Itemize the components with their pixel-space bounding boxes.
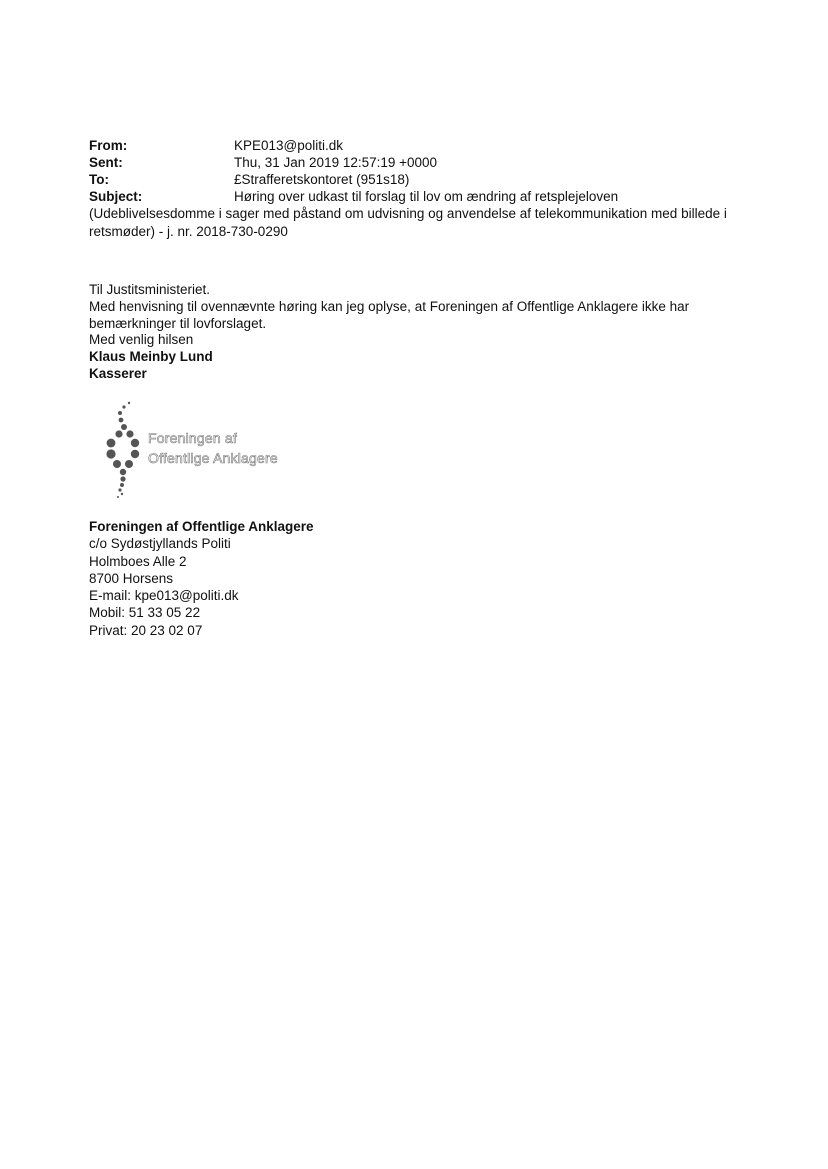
- greeting: Til Justitsministeriet.: [89, 282, 211, 297]
- email-header: [89, 137, 769, 241]
- logo-text-line-2: Offentlige Anklagere: [148, 450, 278, 466]
- signature-email: E-mail: kpe013@politi.dk: [89, 588, 239, 604]
- logo-dot: [122, 405, 125, 408]
- signature-block: [89, 518, 489, 639]
- signature-street: Holmboes Alle 2: [89, 553, 187, 569]
- subject-continuation-2: retsmøder) - j. nr. 2018-730-0290: [89, 224, 288, 239]
- closing: Med venlig hilsen: [89, 332, 194, 348]
- sent-value: Thu, 31 Jan 2019 12:57:19 +0000: [234, 155, 438, 170]
- logo-dot: [131, 439, 139, 447]
- body-line-1: Med henvisning til ovennævnte høring kan jeg oplyse, at Foreningen af Offentlige Anklagere ikke har: [89, 298, 690, 314]
- logo-dot: [120, 483, 124, 487]
- sender-title: Kasserer: [89, 365, 147, 381]
- logo-dot: [115, 430, 122, 437]
- subject-row: [89, 188, 769, 205]
- to-label: To:: [89, 172, 109, 187]
- logo-text-line-1: Foreningen af: [148, 430, 237, 446]
- subject-continuation-1: (Udeblivelsesdomme i sager med påstand om udvisning og anvendelse af telekommunikation med billede i: [89, 206, 727, 221]
- sender-name: Klaus Meinby Lund: [89, 349, 213, 365]
- from-value: KPE013@politi.dk: [234, 138, 344, 153]
- from-row: [89, 137, 769, 154]
- logo-dot: [125, 460, 133, 468]
- signature-co: c/o Sydøstjyllands Politi: [89, 536, 231, 552]
- to-row: [89, 171, 769, 188]
- signature-mobile: Mobil: 51 33 05 22: [89, 605, 201, 621]
- signature-private: Privat: 20 23 02 07: [89, 622, 203, 638]
- logo-dot: [121, 493, 123, 495]
- dots-icon: [100, 396, 148, 502]
- email-body: [89, 282, 729, 383]
- logo-dot: [126, 430, 133, 437]
- logo-dot: [120, 476, 125, 481]
- logo-dot: [121, 424, 127, 430]
- logo-dot: [118, 488, 121, 491]
- to-value: £Strafferetskontoret (951s18): [234, 172, 410, 187]
- subject-label: Subject:: [89, 189, 143, 204]
- sent-label: Sent:: [89, 155, 123, 170]
- logo-dot: [120, 469, 126, 475]
- logo-dot: [128, 402, 130, 404]
- organization-logo: [100, 396, 300, 502]
- sent-row: [89, 154, 769, 171]
- logo-dot: [118, 411, 122, 415]
- signature-city: 8700 Horsens: [89, 570, 174, 586]
- logo-dot: [117, 496, 119, 498]
- from-label: From:: [89, 138, 128, 153]
- logo-dot: [107, 439, 116, 448]
- body-line-2: bemærkninger til lovforslaget.: [89, 315, 267, 331]
- signature-org: Foreningen af Offentlige Anklagere: [89, 519, 314, 534]
- logo-dot: [131, 450, 139, 458]
- subject-value: Høring over udkast til forslag til lov om ændring af retsplejeloven: [234, 189, 619, 204]
- logo-dot: [113, 460, 121, 468]
- logo-dot: [106, 449, 115, 458]
- logo-dot: [119, 418, 124, 423]
